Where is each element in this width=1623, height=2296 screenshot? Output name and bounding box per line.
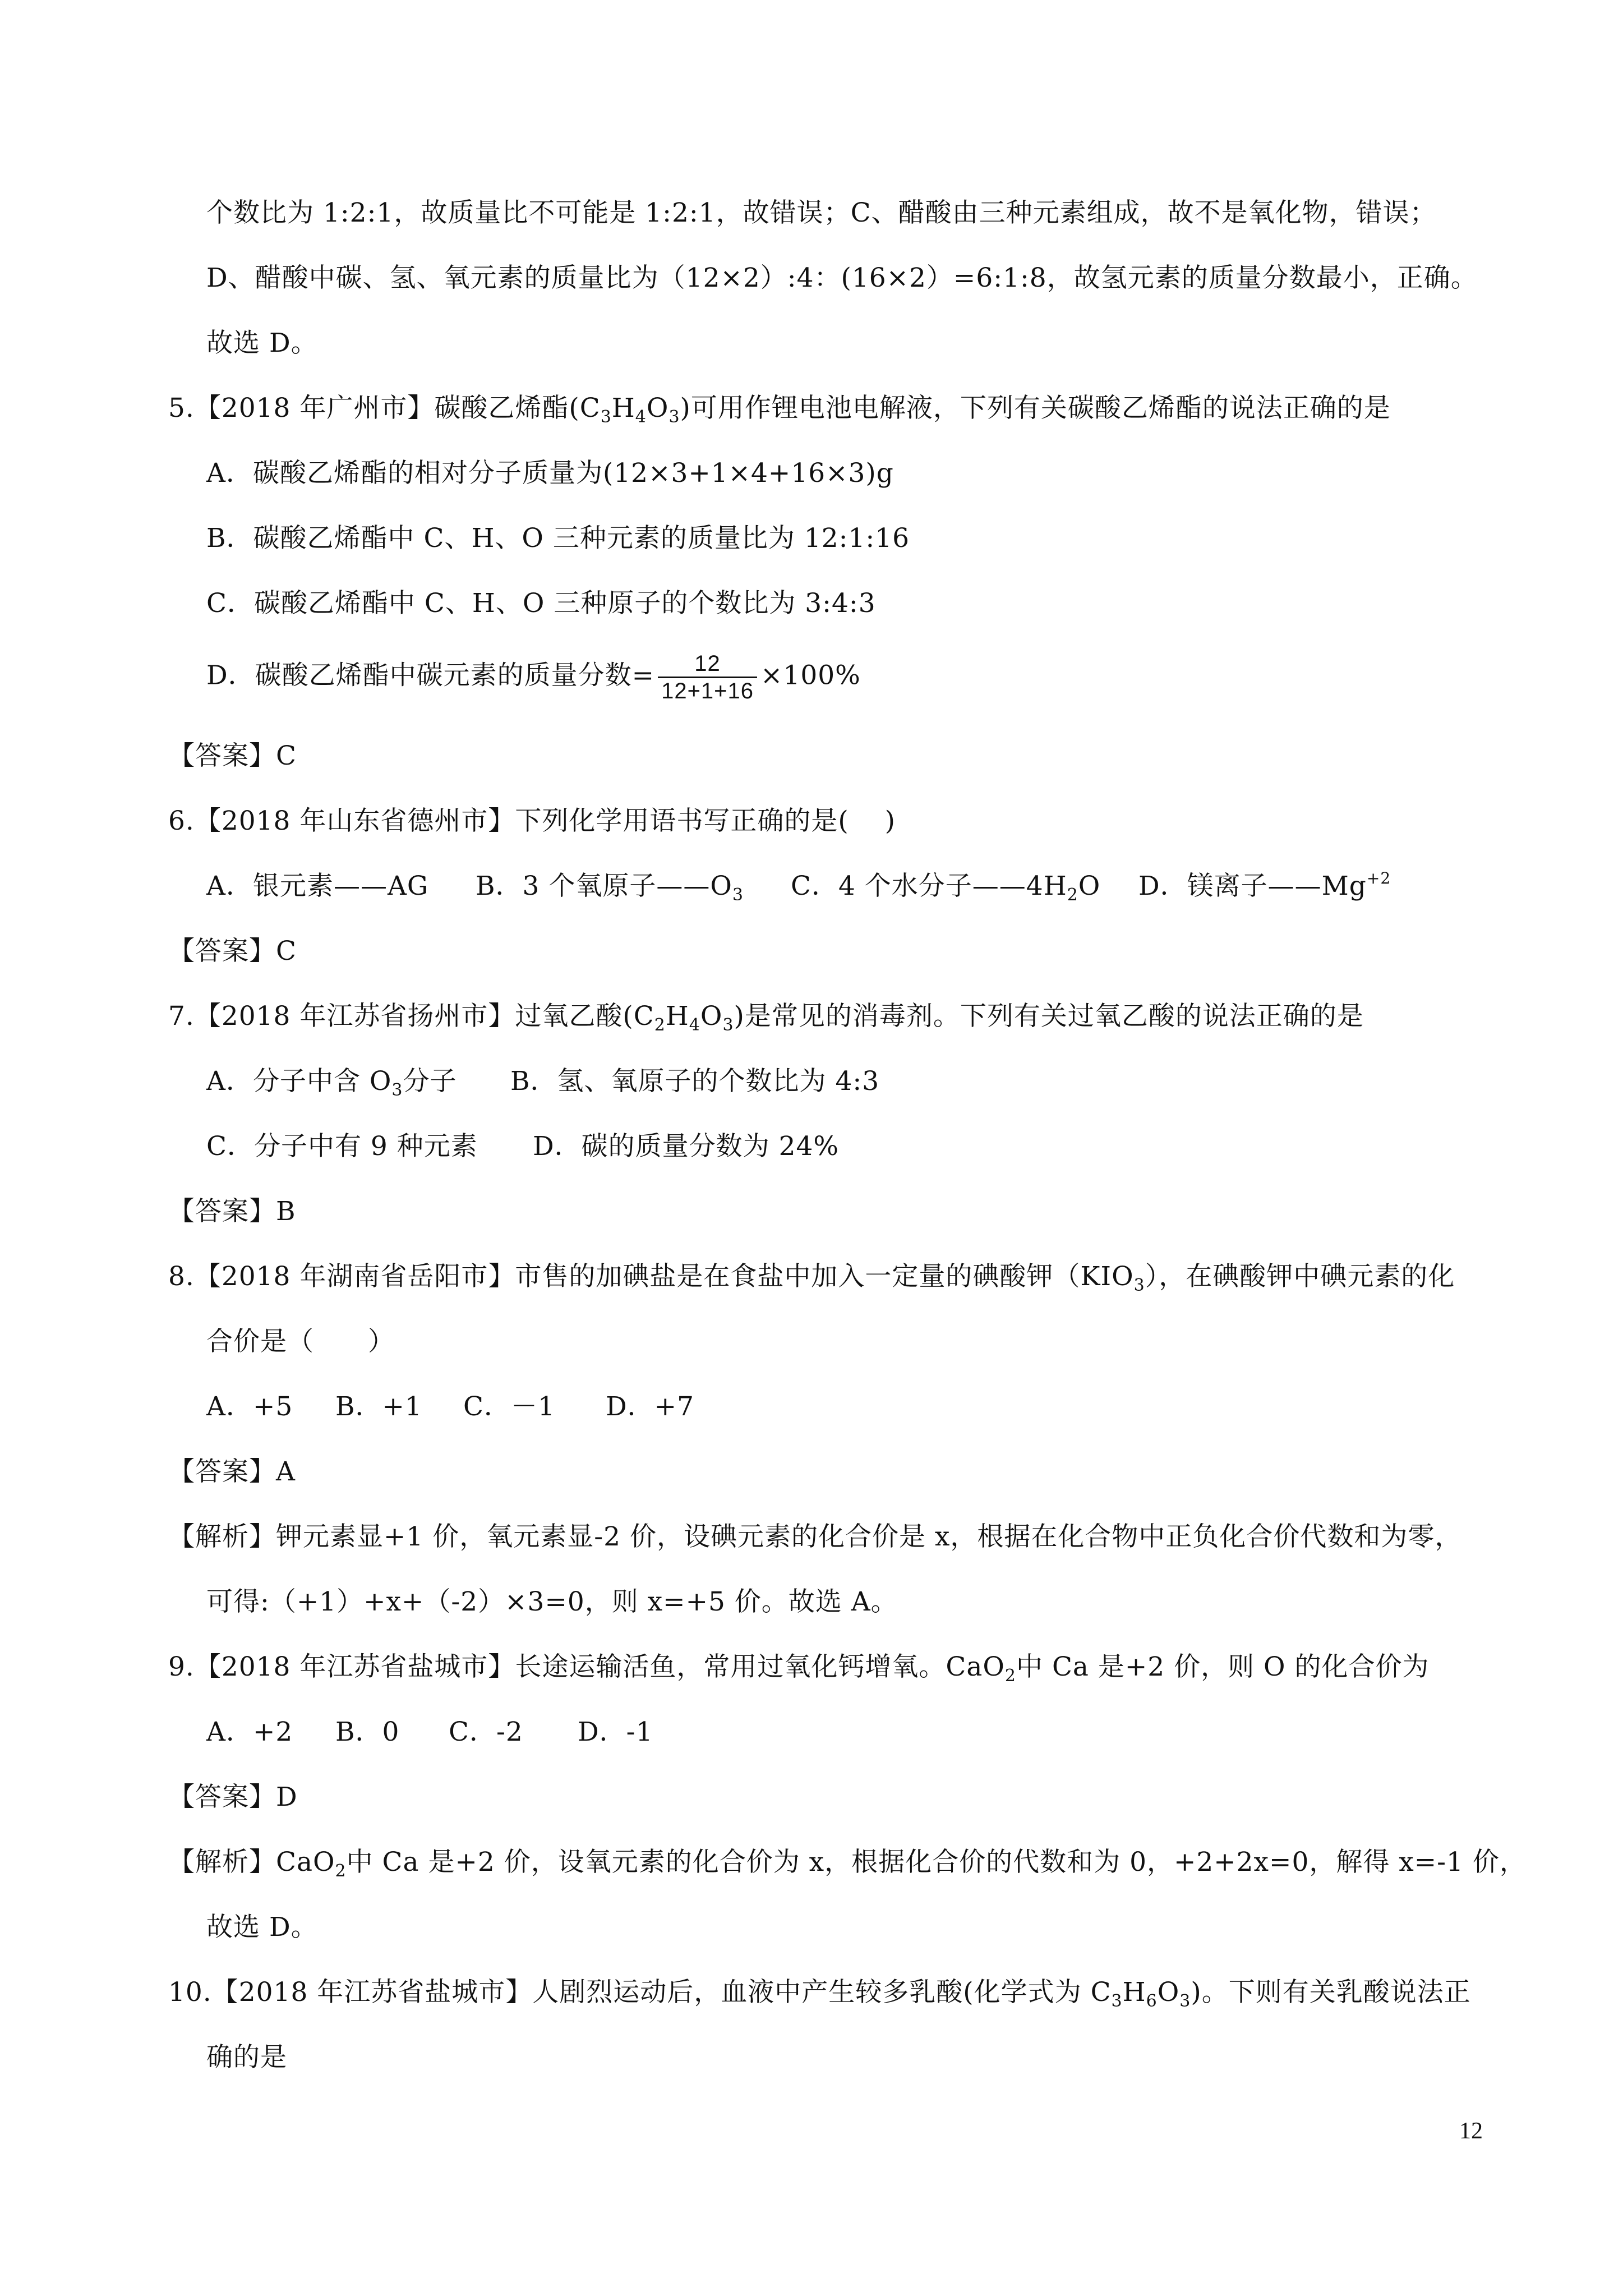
intro-line-3: 故选 D。 bbox=[206, 328, 318, 358]
question-8-option-c: C．－1 bbox=[463, 1391, 555, 1422]
question-5-option-b: B．碳酸乙烯酯中 C、H、O 三种元素的质量比为 12:1:16 bbox=[206, 523, 910, 554]
fraction: $\frac{12}{12+1+16}$ bbox=[658, 651, 757, 704]
question-7-answer: 【答案】B bbox=[168, 1196, 296, 1227]
question-8-analysis: 【解析】钾元素显+1 价，氧元素显-2 价，设碘元素的化合价是 x，根据在化合物中正负化合价代数和为零， bbox=[168, 1521, 1462, 1552]
intro-line-2: D、醋酸中碳、氢、氧元素的质量比为（12×2）:4：(16×2）=6:1:8，故氢元素的质量分数最小，正确。 bbox=[206, 263, 1478, 293]
question-8-analysis-line-2: 可得:（+1）+x+（-2）×3=0，则 x=+5 价。故选 A。 bbox=[206, 1586, 898, 1617]
question-9-option-d: D．-1 bbox=[578, 1717, 653, 1747]
question-9-answer: 【答案】D bbox=[168, 1782, 298, 1812]
question-7-option-c: C．分子中有 9 种元素 bbox=[206, 1131, 478, 1162]
question-9-analysis: 【解析】CaO$_2$中 Ca 是+2 价，设氧元素的化合价为 x，根据化合价的代数和为 0，+2+2x=0，解得 x=-1 价， bbox=[168, 1847, 1527, 1881]
question-6-option-c: C．4 个水分子$——4H_2O$ bbox=[791, 871, 1101, 905]
question-8-answer: 【答案】A bbox=[168, 1456, 296, 1487]
question-5-option-d: D．碳酸乙烯酯中碳元素的质量分数= $\frac{12}{12+1+16}$ ×100% bbox=[206, 651, 861, 703]
question-7-option-a: A．分子中含 $O_3$分子 bbox=[206, 1066, 457, 1100]
question-5-option-c: C．碳酸乙烯酯中 C、H、O 三种原子的个数比为 3:4:3 bbox=[206, 588, 876, 619]
question-5-answer: 【答案】C bbox=[168, 740, 297, 771]
question-6-stem: 6.【2018 年山东省德州市】下列化学用语书写正确的是( ) bbox=[168, 806, 896, 836]
question-8-stem: 8.【2018 年湖南省岳阳市】市售的加碘盐是在食盐中加入一定量的碘酸钾$(KIO_3)$，在碘酸钾中碘元素的化 bbox=[168, 1261, 1455, 1295]
question-7-option-b: B．氢、氧原子的个数比为 4:3 bbox=[510, 1066, 880, 1097]
question-5-option-a: A．碳酸乙烯酯的相对分子质量为(12×3+1×4+16×3)g bbox=[206, 458, 894, 489]
question-9-stem: 9.【2018 年江苏省盐城市】长途运输活鱼，常用过氧化钙增氧。CaO$_2$中 Ca 是+2 价，则 O 的化合价为 bbox=[168, 1651, 1430, 1686]
question-10-stem: 10.【2018 年江苏省盐城市】人剧烈运动后，血液中产生较多乳酸(化学式为 $C_3H_6O_3$)。下则有关乳酸说法正 bbox=[168, 1977, 1471, 2011]
question-9-option-a: A．+2 bbox=[206, 1717, 293, 1747]
question-8-option-b: B．+1 bbox=[335, 1391, 422, 1422]
question-6-option-a: A．银元素——AG bbox=[206, 871, 429, 901]
intro-line-1: 个数比为 1:2:1，故质量比不可能是 1:2:1，故错误；C、醋酸由三种元素组成，故不是氧化物，错误； bbox=[206, 197, 1437, 228]
question-6-option-d: D．镁离子$——Mg^{+2}$ bbox=[1138, 869, 1391, 901]
page-number: 12 bbox=[1459, 2118, 1483, 2144]
question-8-option-d: D．+7 bbox=[606, 1391, 694, 1422]
question-8-option-a: A．+5 bbox=[206, 1391, 293, 1422]
question-10-stem-line-2: 确的是 bbox=[206, 2042, 287, 2073]
question-9-option-c: C．-2 bbox=[449, 1717, 523, 1747]
question-7-stem: 7.【2018 年江苏省扬州市】过氧乙酸$(C_2H_4O_3)$是常见的消毒剂。下列有关过氧乙酸的说法正确的是 bbox=[168, 1001, 1364, 1035]
question-6-answer: 【答案】C bbox=[168, 936, 297, 967]
question-5-stem: 5.【2018 年广州市】碳酸乙烯酯$(C_3H_4O_3)$可用作锂电池电解液，下列有关碳酸乙烯酯的说法正确的是 bbox=[168, 393, 1391, 427]
question-9-analysis-line-2: 故选 D。 bbox=[206, 1912, 318, 1943]
question-8-stem-line-2: 合价是（ ） bbox=[206, 1326, 395, 1357]
question-6-option-b: B．3 个氧原子$——O_3$ bbox=[476, 871, 744, 905]
question-9-option-b: B．0 bbox=[335, 1717, 400, 1747]
question-7-option-d: D．碳的质量分数为 24% bbox=[533, 1131, 840, 1162]
